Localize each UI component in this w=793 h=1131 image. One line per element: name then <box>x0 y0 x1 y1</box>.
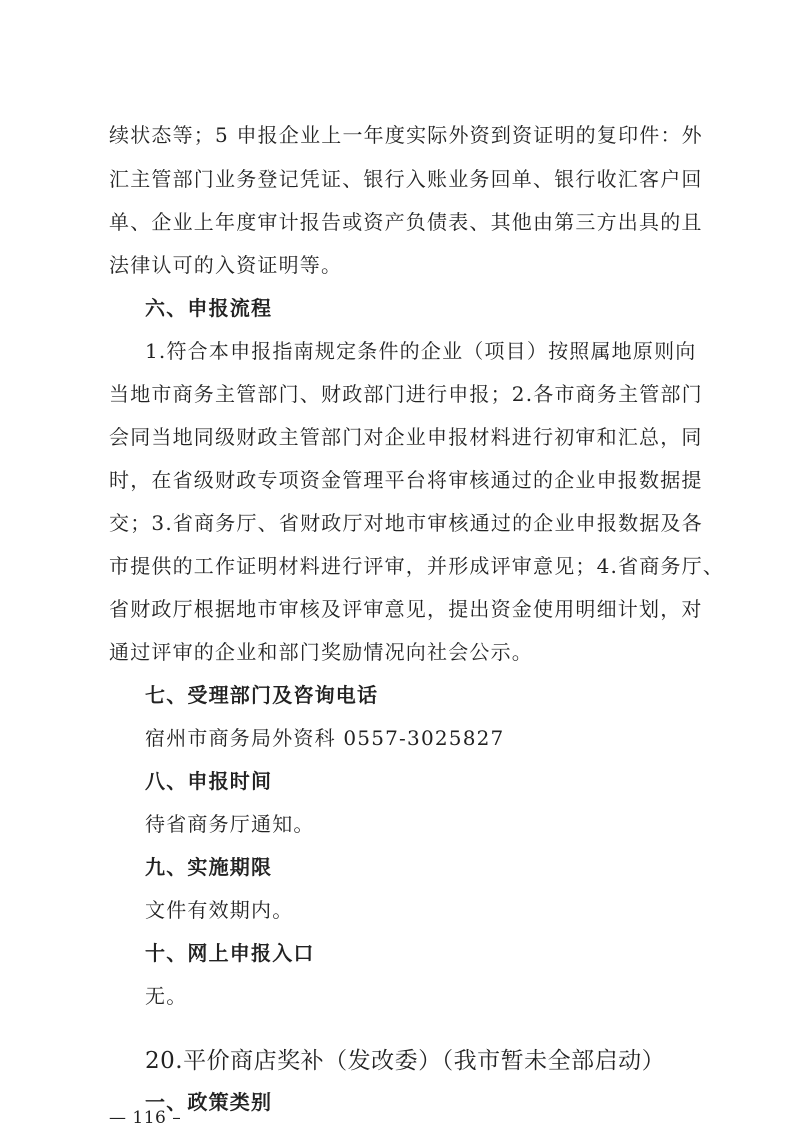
paragraph-line: 时，在省级财政专项资金管理平台将审核通过的企业申报数据提 <box>109 468 703 492</box>
paragraph-line: 文件有效期内。 <box>145 898 294 922</box>
paragraph-line: 无。 <box>145 984 188 1008</box>
paragraph-line: 通过评审的企业和部门奖励情况向社会公示。 <box>109 640 533 664</box>
paragraph-line: 续状态等；5 申报企业上一年度实际外资到资证明的复印件：外 <box>109 123 703 147</box>
paragraph-line: 省财政厅根据地市审核及评审意见，提出资金使用明细计划，对 <box>109 597 703 621</box>
page-number: — 116 – <box>109 1108 182 1128</box>
paragraph-line: 会同当地同级财政主管部门对企业申报材料进行初审和汇总，同 <box>109 425 703 449</box>
section-heading: 八、申报时间 <box>145 769 273 793</box>
paragraph-line: 单、企业上年度审计报告或资产负债表、其他由第三方出具的且 <box>109 210 703 234</box>
section-heading: 六、申报流程 <box>145 296 273 320</box>
section-heading: 一、政策类别 <box>145 1090 273 1114</box>
paragraph-line: 法律认可的入资证明等。 <box>109 253 343 277</box>
paragraph-line: 汇主管部门业务登记凭证、银行入账业务回单、银行收汇客户回 <box>109 167 703 191</box>
paragraph-line: 待省商务厅通知。 <box>145 812 315 836</box>
paragraph-line: 1.符合本申报指南规定条件的企业（项目）按照属地原则向 <box>145 339 697 363</box>
item-title: 20.平价商店奖补（发改委）（我市暂未全部启动） <box>145 1048 666 1074</box>
contact-line: 宿州市商务局外资科 0557-3025827 <box>145 726 505 750</box>
paragraph-line: 当地市商务主管部门、财政部门进行申报；2.各市商务主管部门 <box>109 382 703 406</box>
section-heading: 九、实施期限 <box>145 855 273 879</box>
paragraph-line: 交；3.省商务厅、省财政厅对地市审核通过的企业申报数据及各 <box>109 511 703 535</box>
paragraph-line: 市提供的工作证明材料进行评审，并形成评审意见；4.省商务厅、 <box>109 554 725 578</box>
section-heading: 七、受理部门及咨询电话 <box>145 683 379 707</box>
section-heading: 十、网上申报入口 <box>145 941 315 965</box>
